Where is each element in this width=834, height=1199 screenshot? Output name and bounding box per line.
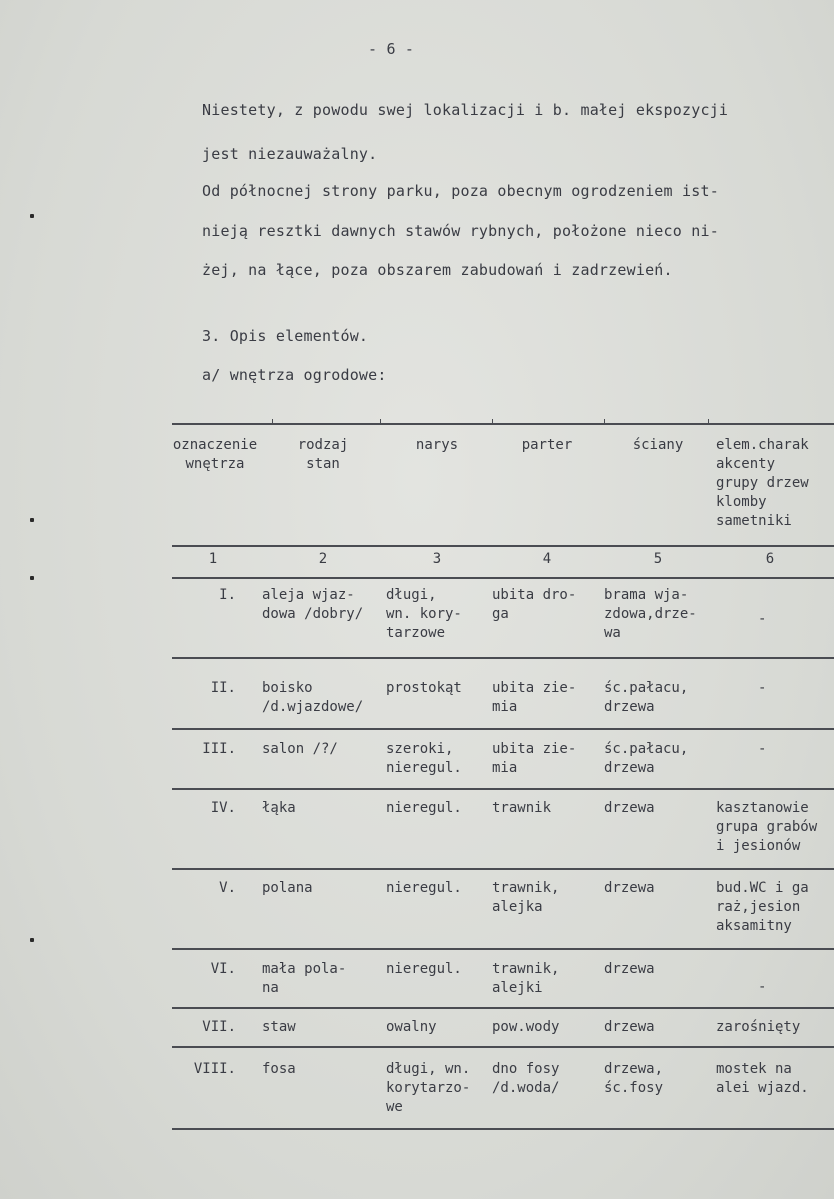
table-cell: owalny <box>386 1019 437 1035</box>
table-cell: polana <box>262 880 313 896</box>
table-header-cell: parter <box>521 437 573 453</box>
table-rule <box>172 1046 834 1048</box>
header-tick <box>604 419 605 425</box>
table-rule <box>172 657 834 659</box>
paragraph-line: żej, na łące, poza obszarem zabudowań i zadrzewień. <box>202 261 673 279</box>
table-cell: trawnik, alejki <box>492 961 560 996</box>
table-cell: brama wja- zdowa,drze- wa <box>604 587 697 641</box>
table-cell: śc.pałacu, drzewa <box>604 680 689 715</box>
table-rule <box>172 545 834 547</box>
paragraph-line: Niestety, z powodu swej lokalizacji i b. małej ekspozycji <box>202 101 729 119</box>
table-cell: VI. <box>210 961 236 977</box>
table-rule <box>172 577 834 579</box>
header-tick <box>492 419 493 425</box>
table-cell: II. <box>210 680 236 696</box>
table-cell: - <box>758 741 767 757</box>
table-cell: - <box>758 979 767 995</box>
table-cell: zarośnięty <box>716 1019 801 1035</box>
table-cell: długi, wn. korytarzo- we <box>386 1061 471 1115</box>
table-cell: aleja wjaz- dowa /dobry/ <box>262 587 364 622</box>
subsection-title: a/ wnętrza ogrodowe: <box>202 366 387 384</box>
table-cell: nieregul. <box>386 880 462 896</box>
table-cell: ubita dro- ga <box>492 587 577 622</box>
header-tick <box>708 419 709 425</box>
table-rule <box>172 788 834 790</box>
margin-dot <box>30 518 34 522</box>
margin-dot <box>30 576 34 580</box>
table-rule <box>172 1007 834 1009</box>
table-cell: I. <box>219 587 236 603</box>
table-header-cell: oznaczenie wnętrza <box>172 437 258 472</box>
table-rule <box>172 948 834 950</box>
table-cell: szeroki, nieregul. <box>386 741 462 776</box>
table-cell: fosa <box>262 1061 296 1077</box>
table-rule <box>172 728 834 730</box>
table-cell: drzewa <box>604 800 655 816</box>
table-cell: mostek na alei wjazd. <box>716 1061 809 1096</box>
table-cell: drzewa <box>604 961 655 977</box>
table-cell: boisko /d.wjazdowe/ <box>262 680 364 715</box>
column-number: 6 <box>765 551 775 567</box>
table-cell: drzewa <box>604 1019 655 1035</box>
table-header-cell: narys <box>415 437 459 453</box>
table-cell: - <box>758 611 767 627</box>
margin-dot <box>30 214 34 218</box>
column-number: 3 <box>432 551 442 567</box>
column-number: 1 <box>208 551 218 567</box>
table-header-cell: elem.charak akcenty grupy drzew klomby sametniki <box>716 437 809 529</box>
table-cell: mała pola- na <box>262 961 347 996</box>
table-cell: drzewa, śc.fosy <box>604 1061 664 1096</box>
table-cell: ubita zie- mia <box>492 680 577 715</box>
paragraph-line: nieją resztki dawnych stawów rybnych, położone nieco ni- <box>202 222 719 240</box>
table-cell: kasztanowie grupa grabów i jesionów <box>716 800 818 854</box>
table-cell: IV. <box>210 800 236 816</box>
table-cell: - <box>758 680 767 696</box>
table-cell: długi, wn. kory- tarzowe <box>386 587 462 641</box>
table-rule <box>172 868 834 870</box>
column-number: 5 <box>653 551 663 567</box>
table-cell: pow.wody <box>492 1019 560 1035</box>
paragraph-line: Od północnej strony parku, poza obecnym ogrodzeniem ist- <box>202 182 719 200</box>
header-tick <box>380 419 381 425</box>
table-cell: VIII. <box>193 1061 236 1077</box>
table-cell: nieregul. <box>386 800 462 816</box>
table-cell: trawnik <box>492 800 552 816</box>
column-number: 2 <box>318 551 328 567</box>
table-cell: VII. <box>202 1019 236 1035</box>
table-cell: V. <box>219 880 236 896</box>
table-cell: śc.pałacu, drzewa <box>604 741 689 776</box>
table-cell: trawnik, alejka <box>492 880 560 915</box>
column-number: 4 <box>542 551 552 567</box>
table-cell: staw <box>262 1019 296 1035</box>
section-title: 3. Opis elementów. <box>202 327 369 345</box>
table-header-cell: ściany <box>632 437 684 453</box>
table-cell: nieregul. <box>386 961 462 977</box>
header-tick <box>272 419 273 425</box>
table-cell: drzewa <box>604 880 655 896</box>
table-cell: bud.WC i ga raż,jesion aksamitny <box>716 880 809 934</box>
table-header-cell: rodzaj stan <box>297 437 349 472</box>
table-cell: dno fosy /d.woda/ <box>492 1061 560 1096</box>
margin-dot <box>30 938 34 942</box>
paragraph-line: jest niezauważalny. <box>202 145 378 163</box>
page-number: - 6 - <box>368 40 415 58</box>
table-cell: prostokąt <box>386 680 462 696</box>
table-cell: łąka <box>262 800 296 816</box>
table-cell: ubita zie- mia <box>492 741 577 776</box>
table-rule <box>172 1128 834 1130</box>
table-cell: III. <box>202 741 236 757</box>
table-cell: salon /?/ <box>262 741 338 757</box>
